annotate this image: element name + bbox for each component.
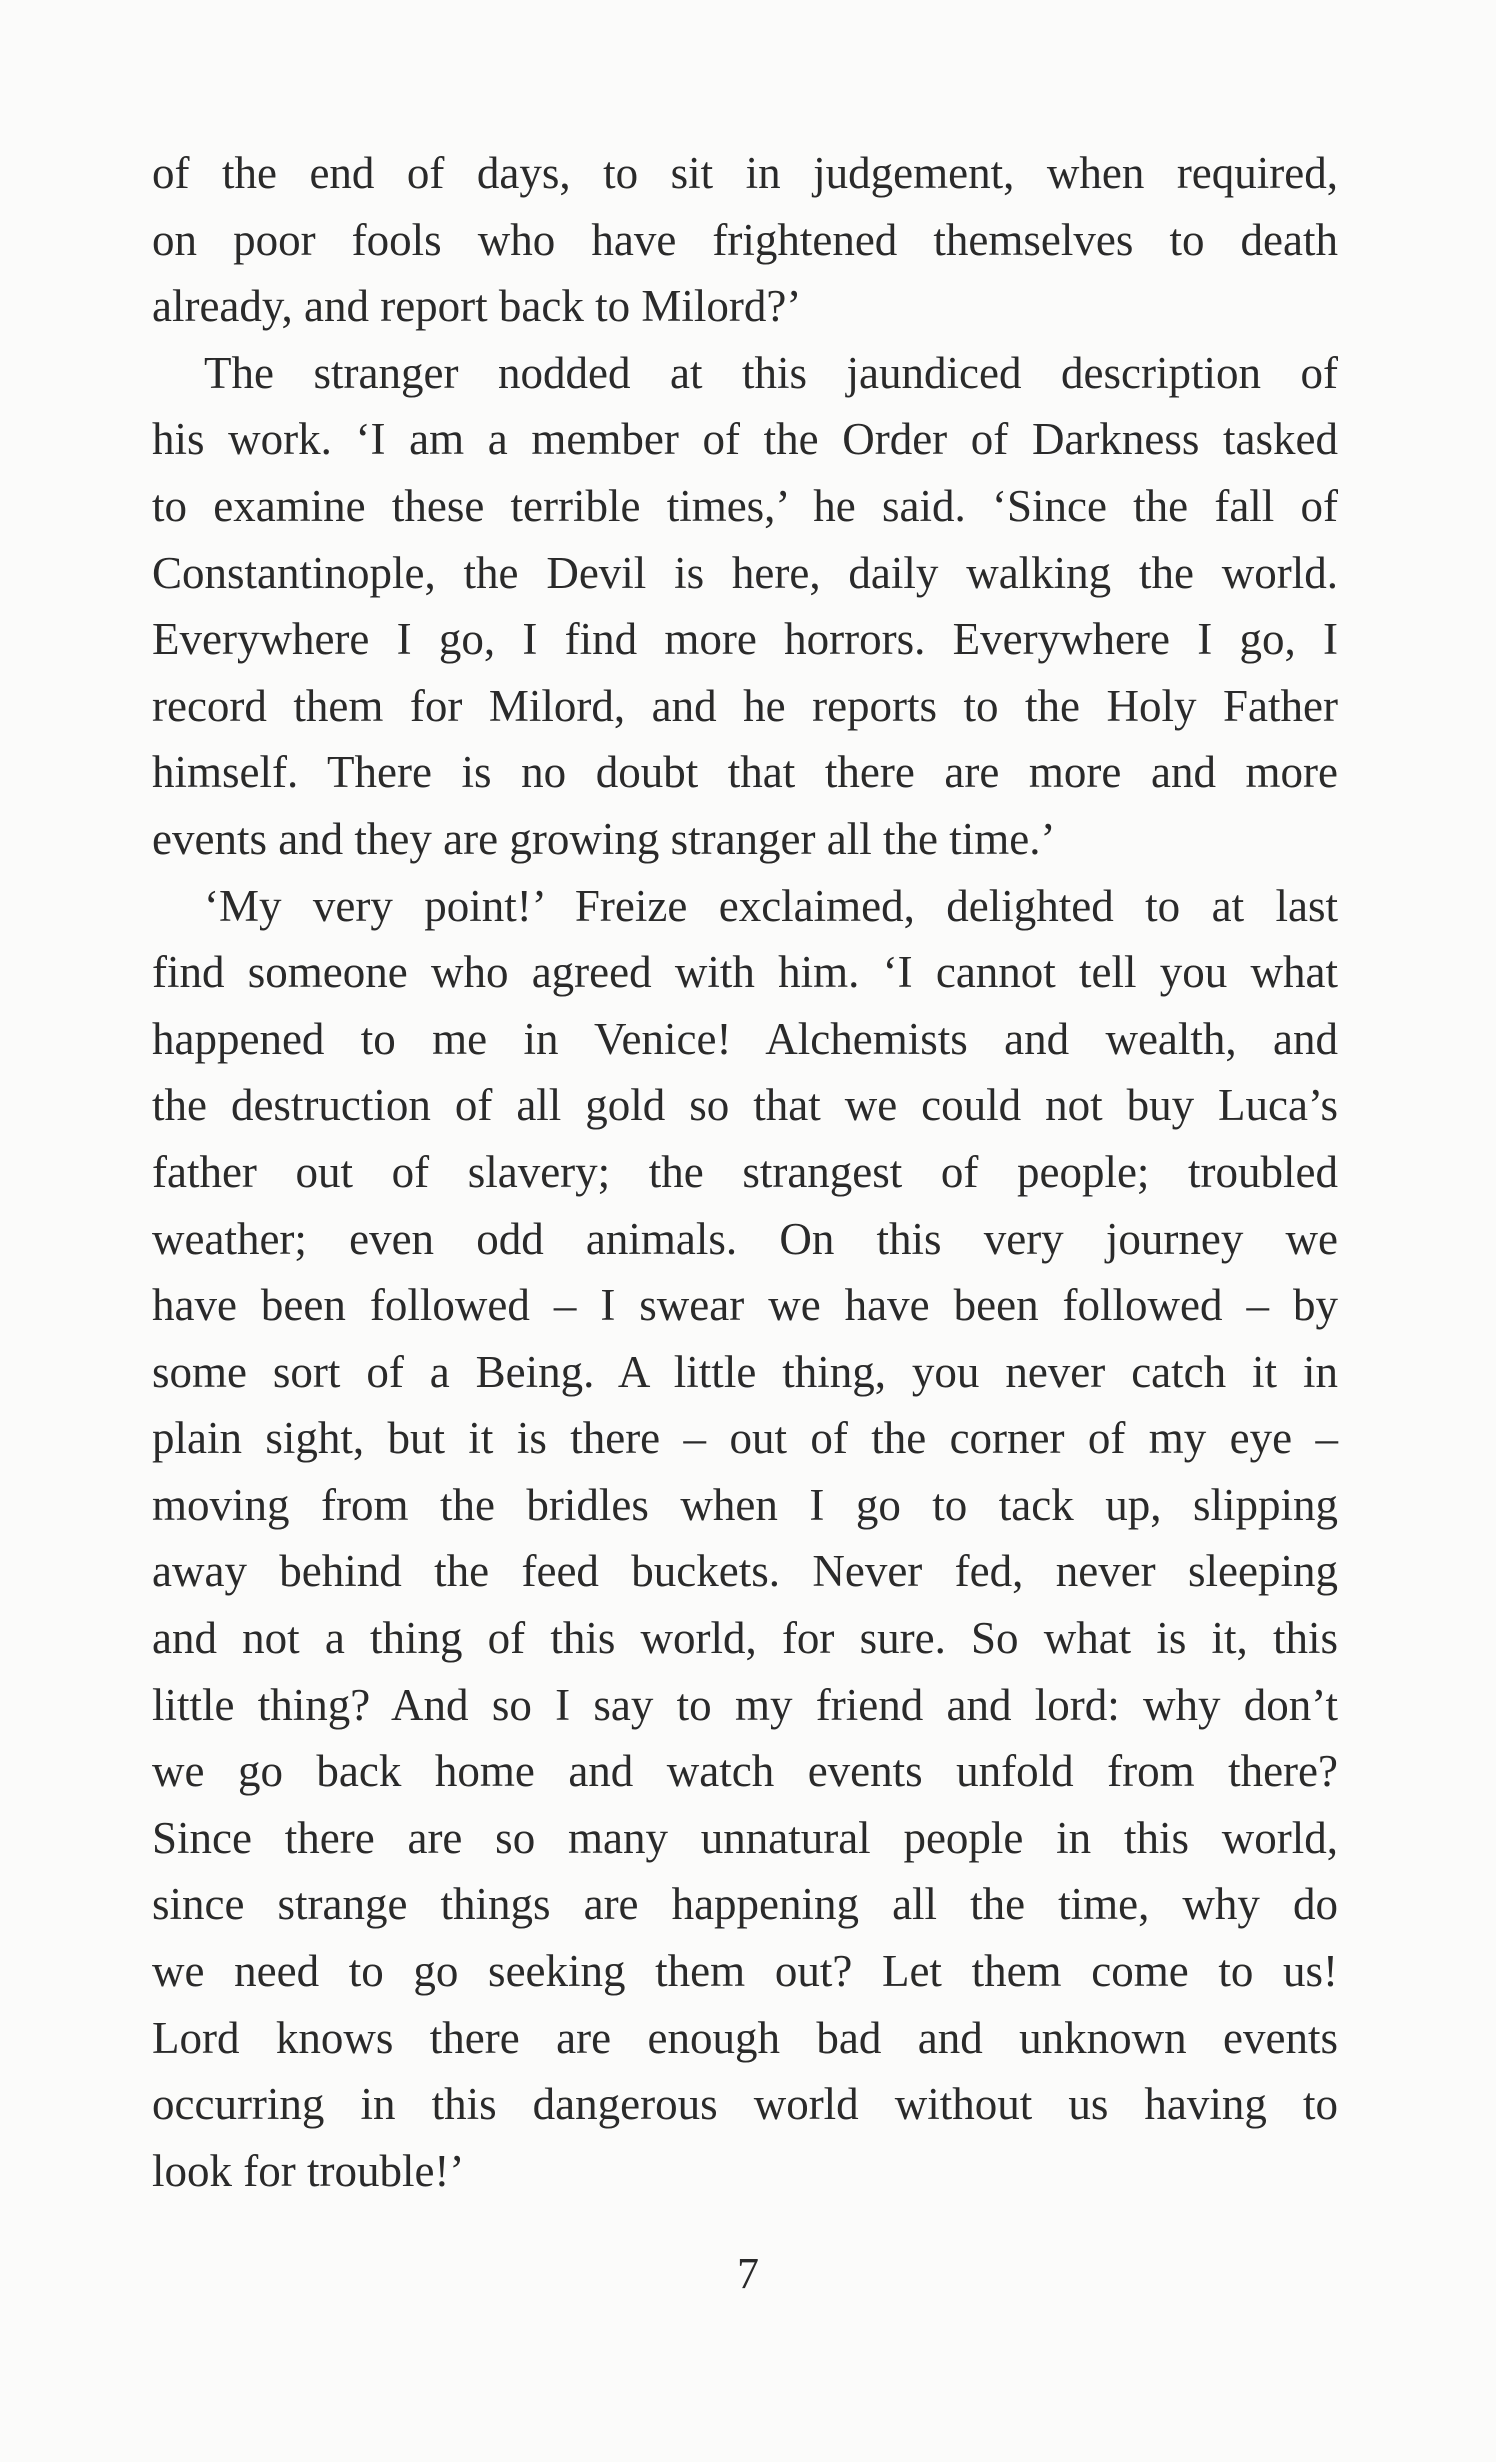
text-line: Everywhere I go, I find more horrors. Everywhere I go, I — [152, 614, 1338, 665]
paragraph — [152, 873, 1338, 2205]
text-line: have been followed – I swear we have been followed – by — [152, 1280, 1338, 1331]
text-line: we need to go seeking them out? Let them come to us! — [152, 1946, 1338, 1997]
body-text — [152, 140, 1338, 2204]
text-line: little thing? And so I say to my friend and lord: why don’t — [152, 1679, 1338, 1730]
text-line: look for trouble!’ — [152, 2145, 465, 2196]
paragraph — [152, 140, 1338, 340]
text-line: to examine these terrible times,’ he said. ‘Since the fall of — [152, 480, 1338, 531]
text-line: away behind the feed buckets. Never fed, never sleeping — [152, 1546, 1338, 1597]
text-line: find someone who agreed with him. ‘I cannot tell you what — [152, 947, 1338, 998]
text-line: we go back home and watch events unfold from there? — [152, 1746, 1338, 1797]
text-line: events and they are growing stranger all the time.’ — [152, 813, 1056, 864]
text-line: Lord knows there are enough bad and unknown events — [152, 2012, 1338, 2063]
text-line: since strange things are happening all the time, why do — [152, 1879, 1338, 1930]
text-line: Constantinople, the Devil is here, daily walking the world. — [152, 547, 1338, 598]
text-line: himself. There is no doubt that there are more and more — [152, 747, 1338, 798]
text-line: of the end of days, to sit in judgement, when required, — [152, 148, 1338, 198]
text-line: plain sight, but it is there – out of the corner of my eye – — [152, 1413, 1338, 1464]
text-line: on poor fools who have frightened themselves to death — [152, 214, 1338, 265]
text-line: weather; even odd animals. On this very journey we — [152, 1213, 1338, 1264]
text-line: occurring in this dangerous world without us having to — [152, 2079, 1338, 2130]
text-line: his work. ‘I am a member of the Order of Darkness tasked — [152, 414, 1338, 465]
paragraph — [152, 340, 1338, 873]
text-line: father out of slavery; the strangest of people; troubled — [152, 1146, 1338, 1197]
text-line: ‘My very point!’ Freize exclaimed, delighted to at last — [204, 880, 1338, 931]
text-line: Since there are so many unnatural people in this world, — [152, 1812, 1338, 1863]
text-line: and not a thing of this world, for sure. So what is it, this — [152, 1613, 1338, 1664]
text-line: The stranger nodded at this jaundiced description of — [204, 347, 1338, 398]
text-line: record them for Milord, and he reports to the Holy Father — [152, 680, 1338, 731]
text-line: happened to me in Venice! Alchemists and wealth, and — [152, 1013, 1338, 1064]
text-line: some sort of a Being. A little thing, you never catch it in — [152, 1346, 1338, 1397]
text-line: already, and report back to Milord?’ — [152, 281, 802, 332]
page-number: 7 — [737, 2249, 759, 2298]
text-line: the destruction of all gold so that we could not buy Luca’s — [152, 1080, 1338, 1131]
text-line: moving from the bridles when I go to tack up, slipping — [152, 1479, 1338, 1530]
